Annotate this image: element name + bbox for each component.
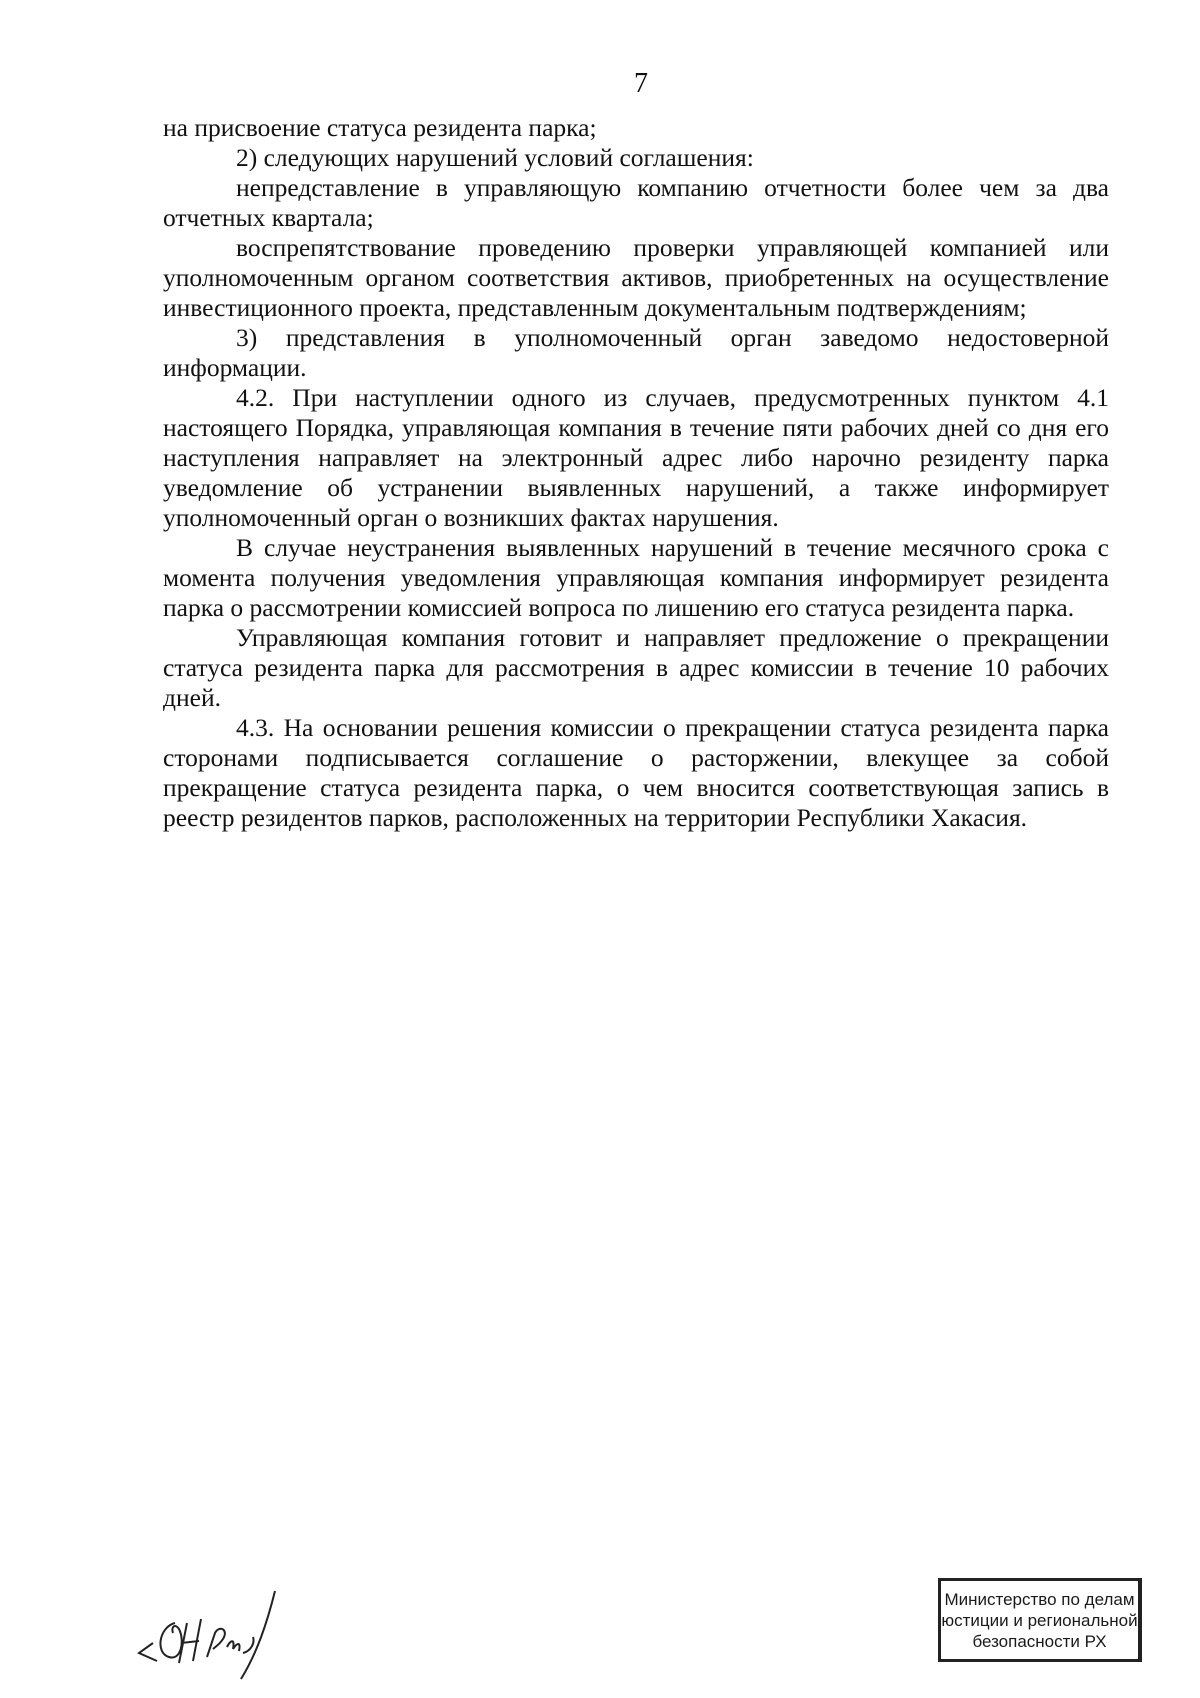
paragraph-proposal: Управляющая компания готовит и направляет предложение о прекращении статуса резидента парка для рассмотрения в адрес комиссии в течение 10 рабочих дней. <box>163 623 1109 712</box>
paragraph-4-2: 4.2. При наступлении одного из случаев, предусмотренных пунктом 4.1 настоящего Порядка, управляющая компания в течение пяти рабочих дней со дня его наступления направляет на электронный адрес либо нарочно резиденту парка уведомление об устранении выявленных нарушений, а также информирует уполномоченный орган о возникших фактах нарушения. <box>163 383 1109 532</box>
paragraph-inspection-obstruction: воспрепятствование проведению проверки управляющей компанией или уполномоченным органом соответствия активов, приобретенных на осуществление инвестиционного проекта, представленным документальным подтверждениям; <box>163 233 1109 322</box>
handwritten-signature <box>135 1583 295 1683</box>
stamp-line-2: юстиции и региональной <box>941 1611 1138 1630</box>
paragraph-item-2: 2) следующих нарушений условий соглашения: <box>236 143 754 172</box>
paragraph-4-3: 4.3. На основании решения комиссии о прекращении статуса резидента парка сторонами подписывается соглашение о расторжении, влекущее за собой прекращение статуса резидента парка, о чем вносится соответствующая запись в реестр резидентов парков, расположенных на территории Республики Хакасия. <box>163 713 1109 832</box>
stamp-line-3: безопасности РХ <box>972 1632 1107 1651</box>
paragraph-reporting-violation: непредставление в управляющую компанию отчетности более чем за два отчетных квартала; <box>163 173 1109 232</box>
paragraph-non-elimination: В случае неустранения выявленных нарушений в течение месячного срока с момента получения уведомления управляющая компания информирует резидента парка о рассмотрении комиссией вопроса по лишению его статуса резидента парка. <box>163 533 1109 622</box>
document-body <box>163 113 1109 833</box>
paragraph-item-3: 3) представления в уполномоченный орган заведомо недостоверной информации. <box>163 323 1109 382</box>
ministry-stamp <box>938 1578 1142 1662</box>
page-number: 7 <box>634 68 648 99</box>
stamp-line-1: Министерство по делам <box>944 1590 1135 1609</box>
paragraph-continuation: на присвоение статуса резидента парка; <box>163 113 597 142</box>
